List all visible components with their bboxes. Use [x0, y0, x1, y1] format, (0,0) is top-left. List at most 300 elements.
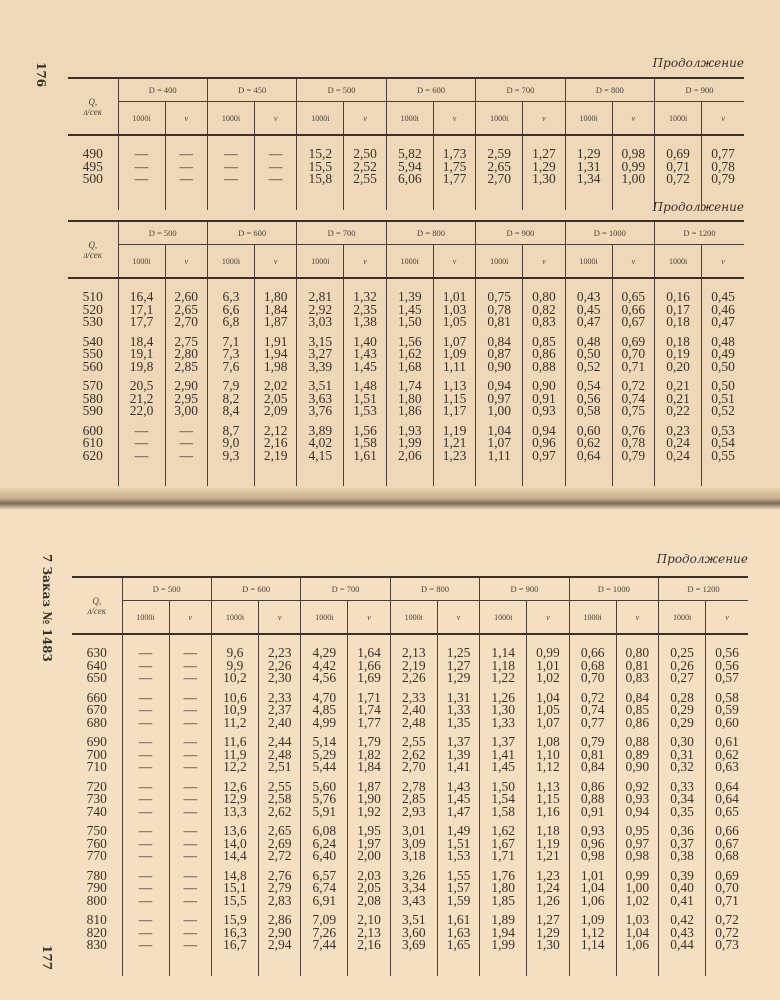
- diameter-header: D = 1000: [565, 221, 654, 245]
- value-cell: —: [169, 838, 211, 851]
- value-cell: 0,80: [523, 278, 565, 304]
- value-cell: 2,26: [390, 672, 437, 685]
- value-cell: 2,90: [258, 927, 300, 940]
- value-cell: 1,13: [527, 781, 569, 794]
- value-cell: 1,04: [476, 425, 523, 438]
- value-cell: 0,98: [569, 850, 616, 863]
- value-cell: 0,78: [476, 304, 523, 317]
- value-cell: 0,72: [569, 692, 616, 705]
- value-cell: 0,22: [655, 405, 702, 418]
- value-cell: 0,50: [565, 348, 612, 361]
- value-cell: 1,41: [480, 749, 527, 762]
- value-cell: 1,29: [527, 927, 569, 940]
- value-cell: 0,79: [702, 173, 744, 186]
- value-cell: 1,53: [437, 850, 479, 863]
- value-cell: 5,82: [386, 135, 433, 161]
- value-cell: 2,16: [254, 437, 296, 450]
- flow-rate-cell: 630: [86, 645, 107, 660]
- value-cell: 0,48: [565, 336, 612, 349]
- velocity-header: v: [169, 601, 211, 635]
- value-cell: 0,65: [612, 278, 654, 304]
- value-cell: 0,19: [655, 348, 702, 361]
- value-cell: 1,21: [433, 437, 475, 450]
- value-cell: 2,62: [390, 749, 437, 762]
- slope-header: 1000i: [297, 245, 344, 279]
- value-cell: 1,00: [616, 882, 658, 895]
- value-cell: 1,90: [348, 793, 390, 806]
- value-cell: 0,47: [702, 316, 744, 329]
- value-cell: 1,40: [344, 336, 386, 349]
- value-cell: 1,25: [437, 634, 479, 660]
- value-cell: 0,64: [706, 793, 748, 806]
- value-cell: 0,73: [706, 939, 748, 952]
- value-cell: —: [165, 437, 207, 450]
- velocity-header: v: [616, 601, 658, 635]
- table-row: [72, 850, 748, 863]
- value-cell: 5,76: [301, 793, 348, 806]
- value-cell: 0,68: [706, 850, 748, 863]
- value-cell: 2,93: [390, 806, 437, 819]
- value-cell: 5,94: [386, 161, 433, 174]
- value-cell: 0,49: [702, 348, 744, 361]
- value-cell: 0,99: [616, 870, 658, 883]
- value-cell: 0,98: [616, 850, 658, 863]
- value-cell: —: [122, 806, 169, 819]
- value-cell: 0,50: [702, 380, 744, 393]
- value-cell: 2,81: [297, 278, 344, 304]
- value-cell: —: [169, 825, 211, 838]
- value-cell: 0,69: [655, 135, 702, 161]
- value-cell: 2,55: [390, 736, 437, 749]
- flow-rate-cell: 690: [86, 734, 107, 749]
- value-cell: 1,91: [254, 336, 296, 349]
- value-cell: 1,26: [527, 895, 569, 908]
- value-cell: 0,62: [706, 749, 748, 762]
- value-cell: 0,85: [523, 336, 565, 349]
- value-cell: 0,27: [659, 672, 706, 685]
- value-cell: 1,74: [386, 380, 433, 393]
- value-cell: 1,12: [527, 761, 569, 774]
- value-cell: 0,29: [659, 717, 706, 730]
- value-cell: 0,39: [659, 870, 706, 883]
- slope-header: 1000i: [207, 245, 254, 279]
- value-cell: 0,83: [616, 672, 658, 685]
- velocity-header: v: [527, 601, 569, 635]
- velocity-header: v: [165, 245, 207, 279]
- value-cell: 1,85: [480, 895, 527, 908]
- value-cell: 0,79: [612, 450, 654, 463]
- value-cell: 12,9: [211, 793, 258, 806]
- value-cell: 0,32: [659, 761, 706, 774]
- value-cell: 14,0: [211, 838, 258, 851]
- value-cell: 0,72: [655, 173, 702, 186]
- value-cell: 4,70: [301, 692, 348, 705]
- value-cell: 1,89: [480, 914, 527, 927]
- q-header: Q, л/сек: [72, 577, 122, 634]
- value-cell: 2,85: [165, 361, 207, 374]
- value-cell: 0,93: [616, 793, 658, 806]
- value-cell: 2,03: [348, 870, 390, 883]
- continuation-label: Продолжение: [652, 56, 744, 70]
- diameter-header: D = 600: [386, 78, 475, 102]
- value-cell: 0,61: [706, 736, 748, 749]
- slope-header: 1000i: [386, 102, 433, 136]
- value-cell: 2,40: [258, 717, 300, 730]
- value-cell: 0,67: [612, 316, 654, 329]
- slope-header: 1000i: [569, 601, 616, 635]
- value-cell: 15,5: [211, 895, 258, 908]
- value-cell: —: [169, 634, 211, 660]
- value-cell: 1,30: [480, 704, 527, 717]
- value-cell: 2,62: [258, 806, 300, 819]
- value-cell: 1,49: [437, 825, 479, 838]
- value-cell: 2,33: [258, 692, 300, 705]
- value-cell: 1,80: [254, 278, 296, 304]
- value-cell: —: [165, 450, 207, 463]
- value-cell: 0,82: [523, 304, 565, 317]
- flow-rate-cell: 590: [82, 403, 103, 418]
- velocity-header: v: [348, 601, 390, 635]
- value-cell: —: [165, 135, 207, 161]
- value-cell: 7,9: [207, 380, 254, 393]
- value-cell: 1,84: [348, 761, 390, 774]
- velocity-header: v: [523, 245, 565, 279]
- flow-rate-cell: 580: [82, 390, 103, 406]
- value-cell: 0,38: [659, 850, 706, 863]
- value-cell: 0,76: [612, 425, 654, 438]
- value-cell: 15,1: [211, 882, 258, 895]
- slope-header: 1000i: [207, 102, 254, 136]
- value-cell: 1,69: [348, 672, 390, 685]
- value-cell: 16,4: [118, 278, 165, 304]
- value-cell: 5,14: [301, 736, 348, 749]
- table-row: [72, 717, 748, 730]
- flow-rate-cell: 810: [86, 912, 107, 927]
- value-cell: 0,84: [476, 336, 523, 349]
- value-cell: 0,88: [523, 361, 565, 374]
- value-cell: 0,77: [569, 717, 616, 730]
- value-cell: 0,86: [616, 717, 658, 730]
- value-cell: 0,47: [565, 316, 612, 329]
- flow-rate-cell: 490: [82, 146, 103, 161]
- value-cell: —: [169, 927, 211, 940]
- value-cell: 0,53: [702, 425, 744, 438]
- table-row: [68, 450, 744, 463]
- value-cell: 0,29: [659, 704, 706, 717]
- value-cell: 2,48: [258, 749, 300, 762]
- value-cell: 1,09: [569, 914, 616, 927]
- value-cell: 22,0: [118, 405, 165, 418]
- value-cell: 1,51: [437, 838, 479, 851]
- flow-rate-cell: 495: [82, 158, 103, 174]
- value-cell: 1,29: [437, 672, 479, 685]
- table-row: [68, 135, 744, 161]
- value-cell: 1,07: [476, 437, 523, 450]
- value-cell: 1,03: [616, 914, 658, 927]
- value-cell: —: [122, 825, 169, 838]
- value-cell: 0,54: [702, 437, 744, 450]
- value-cell: 0,33: [659, 781, 706, 794]
- value-cell: 0,44: [659, 939, 706, 952]
- flow-rate-cell: 760: [86, 835, 107, 851]
- value-cell: 1,00: [612, 173, 654, 186]
- slope-header: 1000i: [565, 102, 612, 136]
- value-cell: 1,06: [569, 895, 616, 908]
- value-cell: 15,5: [297, 161, 344, 174]
- value-cell: 1,84: [254, 304, 296, 317]
- value-cell: 2,86: [258, 914, 300, 927]
- flow-rate-cell: 620: [82, 447, 103, 463]
- value-cell: 1,22: [480, 672, 527, 685]
- value-cell: 2,02: [254, 380, 296, 393]
- value-cell: 1,99: [480, 939, 527, 952]
- value-cell: 2,12: [254, 425, 296, 438]
- value-cell: 1,09: [433, 348, 475, 361]
- value-cell: 1,05: [433, 316, 475, 329]
- value-cell: 7,09: [301, 914, 348, 927]
- slope-header: 1000i: [211, 601, 258, 635]
- value-cell: 16,3: [211, 927, 258, 940]
- value-cell: —: [169, 793, 211, 806]
- value-cell: 3,09: [390, 838, 437, 851]
- table-row: [68, 361, 744, 374]
- value-cell: 2,48: [390, 717, 437, 730]
- value-cell: 1,58: [480, 806, 527, 819]
- velocity-header: v: [433, 102, 475, 136]
- value-cell: 0,64: [706, 781, 748, 794]
- slope-header: 1000i: [122, 601, 169, 635]
- value-cell: 2,79: [258, 882, 300, 895]
- value-cell: —: [122, 927, 169, 940]
- value-cell: 3,39: [297, 361, 344, 374]
- value-cell: —: [118, 425, 165, 438]
- value-cell: 8,7: [207, 425, 254, 438]
- value-cell: —: [122, 781, 169, 794]
- value-cell: 0,70: [612, 348, 654, 361]
- value-cell: 1,45: [480, 761, 527, 774]
- slope-header: 1000i: [297, 102, 344, 136]
- diameter-header: D = 600: [207, 221, 296, 245]
- value-cell: —: [118, 161, 165, 174]
- value-cell: —: [207, 161, 254, 174]
- value-cell: 5,29: [301, 749, 348, 762]
- value-cell: 1,10: [527, 749, 569, 762]
- value-cell: 1,62: [480, 825, 527, 838]
- value-cell: 0,86: [523, 348, 565, 361]
- diameter-header: D = 500: [297, 78, 386, 102]
- value-cell: 3,69: [390, 939, 437, 952]
- value-cell: 0,72: [612, 380, 654, 393]
- value-cell: 2,70: [390, 761, 437, 774]
- value-cell: 9,3: [207, 450, 254, 463]
- value-cell: 0,36: [659, 825, 706, 838]
- value-cell: 0,63: [706, 761, 748, 774]
- value-cell: 1,56: [386, 336, 433, 349]
- value-cell: 3,34: [390, 882, 437, 895]
- value-cell: 13,3: [211, 806, 258, 819]
- value-cell: 0,46: [702, 304, 744, 317]
- diameter-header: D = 800: [390, 577, 479, 601]
- value-cell: 9,9: [211, 660, 258, 673]
- value-cell: 3,51: [297, 380, 344, 393]
- diameter-header: D = 1200: [659, 577, 748, 601]
- value-cell: —: [254, 135, 296, 161]
- value-cell: 2,76: [258, 870, 300, 883]
- value-cell: 1,92: [348, 806, 390, 819]
- value-cell: 2,60: [165, 278, 207, 304]
- value-cell: 1,33: [480, 717, 527, 730]
- value-cell: 0,97: [476, 393, 523, 406]
- value-cell: —: [169, 895, 211, 908]
- flow-rate-cell: 720: [86, 778, 107, 794]
- value-cell: —: [122, 793, 169, 806]
- value-cell: 0,34: [659, 793, 706, 806]
- velocity-header: v: [702, 102, 744, 136]
- value-cell: 1,99: [386, 437, 433, 450]
- value-cell: 6,3: [207, 278, 254, 304]
- value-cell: 0,52: [702, 405, 744, 418]
- value-cell: 6,57: [301, 870, 348, 883]
- table-row: [72, 761, 748, 774]
- value-cell: 9,0: [207, 437, 254, 450]
- value-cell: 1,19: [433, 425, 475, 438]
- value-cell: 1,15: [433, 393, 475, 406]
- value-cell: 1,33: [437, 704, 479, 717]
- value-cell: —: [122, 761, 169, 774]
- value-cell: 2,19: [390, 660, 437, 673]
- value-cell: 2,85: [390, 793, 437, 806]
- diameter-header: D = 1000: [569, 577, 658, 601]
- value-cell: 1,77: [433, 173, 475, 186]
- value-cell: —: [254, 161, 296, 174]
- value-cell: 1,04: [527, 692, 569, 705]
- flow-rate-cell: 520: [82, 301, 103, 317]
- velocity-header: v: [612, 102, 654, 136]
- value-cell: 1,30: [523, 173, 565, 186]
- value-cell: 0,99: [527, 634, 569, 660]
- value-cell: 2,75: [165, 336, 207, 349]
- value-cell: —: [122, 939, 169, 952]
- velocity-header: v: [706, 601, 748, 635]
- value-cell: 0,90: [476, 361, 523, 374]
- value-cell: 0,60: [565, 425, 612, 438]
- value-cell: —: [169, 850, 211, 863]
- value-cell: 1,67: [480, 838, 527, 851]
- value-cell: —: [122, 672, 169, 685]
- value-cell: 18,4: [118, 336, 165, 349]
- page-fold-shadow: [0, 488, 780, 510]
- value-cell: 15,8: [297, 173, 344, 186]
- slope-header: 1000i: [390, 601, 437, 635]
- value-cell: 0,72: [706, 914, 748, 927]
- value-cell: 0,24: [655, 437, 702, 450]
- value-cell: 1,71: [348, 692, 390, 705]
- value-cell: —: [169, 806, 211, 819]
- value-cell: 15,9: [211, 914, 258, 927]
- slope-header: 1000i: [480, 601, 527, 635]
- table-row: [72, 895, 748, 908]
- value-cell: 2,95: [165, 393, 207, 406]
- diameter-header: D = 500: [122, 577, 211, 601]
- value-cell: 6,8: [207, 316, 254, 329]
- value-cell: 2,94: [258, 939, 300, 952]
- value-cell: 0,48: [702, 336, 744, 349]
- diameter-header: D = 700: [297, 221, 386, 245]
- value-cell: 2,16: [348, 939, 390, 952]
- value-cell: —: [122, 882, 169, 895]
- slope-header: 1000i: [118, 245, 165, 279]
- table-row: [68, 278, 744, 304]
- slope-header: 1000i: [118, 102, 165, 136]
- value-cell: —: [169, 761, 211, 774]
- value-cell: 0,57: [706, 672, 748, 685]
- value-cell: 1,54: [480, 793, 527, 806]
- value-cell: 1,11: [433, 361, 475, 374]
- value-cell: 0,90: [523, 380, 565, 393]
- value-cell: 1,01: [527, 660, 569, 673]
- slope-header: 1000i: [655, 102, 702, 136]
- value-cell: 0,26: [659, 660, 706, 673]
- value-cell: 3,63: [297, 393, 344, 406]
- value-cell: 1,86: [386, 405, 433, 418]
- value-cell: 1,16: [527, 806, 569, 819]
- value-cell: 6,24: [301, 838, 348, 851]
- value-cell: —: [118, 437, 165, 450]
- value-cell: 0,96: [523, 437, 565, 450]
- value-cell: 2,19: [254, 450, 296, 463]
- value-cell: 0,78: [612, 437, 654, 450]
- value-cell: 2,30: [258, 672, 300, 685]
- value-cell: 0,37: [659, 838, 706, 851]
- value-cell: 2,40: [390, 704, 437, 717]
- value-cell: 7,3: [207, 348, 254, 361]
- value-cell: 1,93: [386, 425, 433, 438]
- value-cell: 4,02: [297, 437, 344, 450]
- value-cell: 1,30: [527, 939, 569, 952]
- value-cell: 1,63: [437, 927, 479, 940]
- q-header: Q, л/сек: [68, 78, 118, 135]
- value-cell: 0,83: [523, 316, 565, 329]
- value-cell: 2,65: [165, 304, 207, 317]
- value-cell: 1,39: [386, 278, 433, 304]
- value-cell: 2,05: [348, 882, 390, 895]
- value-cell: 1,29: [565, 135, 612, 161]
- value-cell: 3,18: [390, 850, 437, 863]
- diameter-header: D = 800: [565, 78, 654, 102]
- value-cell: 1,43: [437, 781, 479, 794]
- value-cell: 4,29: [301, 634, 348, 660]
- value-cell: 0,66: [612, 304, 654, 317]
- value-cell: 2,69: [258, 838, 300, 851]
- flow-rate-cell: 510: [82, 289, 103, 304]
- value-cell: 1,23: [527, 870, 569, 883]
- value-cell: 5,44: [301, 761, 348, 774]
- value-cell: 16,7: [211, 939, 258, 952]
- value-cell: —: [122, 717, 169, 730]
- value-cell: 1,17: [433, 405, 475, 418]
- value-cell: 0,97: [616, 838, 658, 851]
- value-cell: 0,67: [706, 838, 748, 851]
- value-cell: 0,99: [612, 161, 654, 174]
- value-cell: 4,15: [297, 450, 344, 463]
- value-cell: —: [169, 704, 211, 717]
- value-cell: 0,91: [569, 806, 616, 819]
- value-cell: —: [254, 173, 296, 186]
- flow-rate-cell: 530: [82, 314, 103, 329]
- value-cell: 0,43: [565, 278, 612, 304]
- value-cell: —: [169, 882, 211, 895]
- value-cell: 0,94: [616, 806, 658, 819]
